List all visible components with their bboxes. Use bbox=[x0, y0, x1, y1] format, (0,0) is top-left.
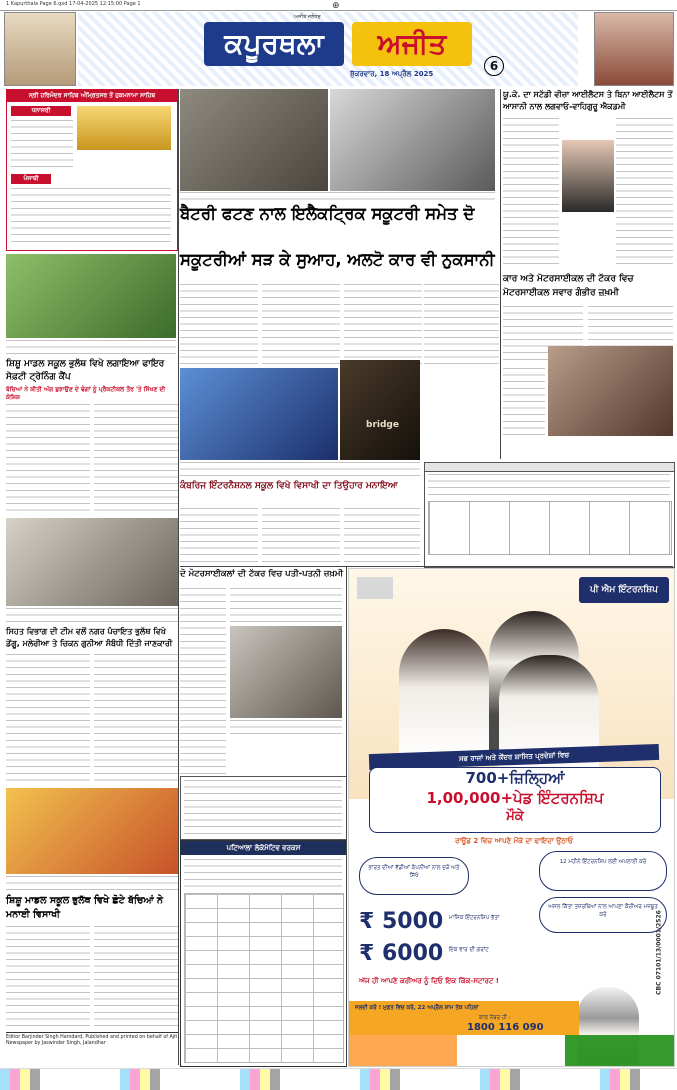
small-notice-box bbox=[180, 776, 347, 840]
baisakhi-col-2 bbox=[262, 508, 340, 564]
school-story-1-col-1 bbox=[6, 404, 90, 516]
notice-table bbox=[428, 501, 672, 555]
children-baisakhi-photo bbox=[6, 788, 178, 874]
color-registration-strip bbox=[0, 1068, 677, 1090]
ad-tricolor-footer bbox=[349, 1035, 674, 1066]
ad-deadline: ਜਲਦੀ ਕਰੋ ! ਮੁਫ਼ਤ ਵਿਚ ਕਰੋ, 22 ਅਪ੍ਰੈਲ ਸ਼ਾਮ ਤੱਕ ਪਹਿਲਾਂ bbox=[355, 1005, 479, 1011]
right-story-2-col-2 bbox=[588, 306, 673, 346]
hukamnama-box bbox=[6, 89, 178, 251]
column-rule bbox=[178, 89, 179, 1065]
children-baisakhi-caption bbox=[6, 876, 178, 890]
damaged-car-photo bbox=[330, 89, 495, 191]
hukamnama-title: ਸ੍ਰੀ ਹਰਿਮੰਦਰ ਸਾਹਿਬ ਅੰਮ੍ਰਿਤਸਰ ਤੋਂ ਹੁਕਮਨਾਮਾ ਸਾਹਿਬ bbox=[7, 90, 177, 102]
ad-line-3: 1,00,000+ਪੇਡ ਇੰਟਰਨਸ਼ਿਪ bbox=[426, 789, 604, 807]
ad-highlight-box bbox=[369, 767, 661, 833]
right-story-1-col-1 bbox=[503, 118, 559, 268]
golden-temple-image bbox=[77, 106, 171, 150]
baisakhi-caption bbox=[180, 462, 420, 478]
burnt-scooter-photo bbox=[180, 89, 328, 191]
page-number: 6 bbox=[484, 56, 504, 76]
tender-notice-box bbox=[180, 840, 347, 1067]
school-story-1-col-2 bbox=[94, 404, 178, 516]
baisakhi-col-3 bbox=[344, 508, 420, 564]
temple-logo-image bbox=[4, 12, 76, 86]
stage-performance-photo bbox=[340, 360, 420, 460]
ad-code-wrapper bbox=[649, 869, 667, 1049]
issue-date: ਸ਼ੁੱਕਰਵਾਰ, 18 ਅਪ੍ਰੈਲ 2025 bbox=[350, 70, 434, 78]
health-story-headline: ਸਿਹਤ ਵਿਭਾਗ ਦੀ ਟੀਮ ਵਲੋਂ ਨਗਰ ਪੰਚਾਇਤ ਭੁਲੱਥ ਵਿਖੇ ਡੇਂਗੂ, ਮਲੇਰੀਆ ਤੇ ਚਿਕਨ ਗੁਨੀਆ ਸੰਬੰਧੀ ਦਿੱਤੀ ਜਾਣਕਾਰੀ bbox=[6, 627, 173, 648]
school-story-1-subhead: ਬੱਚਿਆਂ ਨੇ ਕੀਤੀ ਅੱਗ ਬੁਝਾਉਣ ਦੇ ਢੰਗਾਂ ਨੂੰ ਪ੍ਰੈਕਟੀਕਲ ਤੌਰ 'ਤੇ ਸਿੱਖਣ ਦੀ ਕੋਸ਼ਿਸ਼ bbox=[6, 386, 166, 401]
ad-line-2: 700+ਜ਼ਿਲ੍ਹਿਆਂ bbox=[465, 769, 565, 787]
female-student-image bbox=[399, 629, 489, 759]
edition-label: ਅਜੀਤ ਜਲੰਧਰ bbox=[294, 14, 321, 20]
hukamnama-tag-2: ਪੰਜਾਬੀ bbox=[11, 174, 51, 184]
injured-couple-caption bbox=[230, 720, 342, 734]
ad-amount-1-label: ਮਾਸਿਕ ਇੰਟਰਨਸ਼ਿਪ ਭੱਤਾ bbox=[449, 915, 500, 921]
ad-brand: ਪੀ ਐਮ ਇੰਟਰਨਸ਼ਿਪ bbox=[579, 577, 669, 603]
fire-safety-camp-photo bbox=[6, 254, 176, 338]
ad-bubble-2: 12 ਮਹੀਨੇ ਇੰਟਰਨਸ਼ਿਪ ਲਈ ਅਪਲਾਈ ਕਰੋ bbox=[539, 851, 667, 891]
fire-safety-caption bbox=[6, 340, 176, 354]
baisakhi-col-1 bbox=[180, 508, 258, 564]
lead-body-col-4 bbox=[424, 284, 499, 364]
hukamnama-text-1 bbox=[11, 120, 73, 170]
column-rule bbox=[500, 89, 501, 459]
right-story-1-col-2 bbox=[616, 118, 673, 268]
ad-amount-1: ₹ 5000 bbox=[359, 909, 444, 934]
helpline-label: ਕਾਲ ਨੰਬਰ ਹੀ : bbox=[479, 1015, 511, 1021]
paper-title: ਅਜੀਤ bbox=[352, 22, 472, 66]
city-title: ਕਪੂਰਥਲਾ bbox=[204, 22, 344, 66]
ad-deadline-bar bbox=[349, 1001, 579, 1035]
print-slug-strip bbox=[0, 0, 677, 11]
pm-internship-ad bbox=[348, 568, 675, 1067]
column-rule bbox=[346, 566, 347, 1066]
lead-photo-caption bbox=[180, 192, 495, 200]
right-story-2-col-3 bbox=[503, 368, 545, 436]
print-slug: 1 Kapurthala Page 6.qxd 17-04-2025 12:15:00 Page 1 bbox=[6, 1, 141, 7]
ad-amount-2: ₹ 6000 bbox=[359, 941, 444, 966]
lead-body-col-3 bbox=[344, 284, 422, 364]
ad-cta: ਅੱਜ ਹੀ ਆਪਣੇ ਕਰੀਅਰ ਨੂੰ ਦਿਓ ਇਕ ਕਿੱਕ-ਸਟਾਰਟ ! bbox=[359, 977, 499, 985]
hukamnama-tag-1: ਧਨਾਸਰੀ bbox=[11, 106, 71, 116]
masthead bbox=[4, 12, 673, 86]
helpline-number: 1800 116 090 bbox=[467, 1022, 544, 1033]
school-story-2-headline: ਸ਼ਿਸ਼ੂ ਮਾਡਲ ਸਕੂਲ ਭੁਲੱਥ ਵਿਖੇ ਛੋਟੇ ਬੱਚਿਆਂ ਨੇ ਮਨਾਈ ਵਿਸਾਖੀ bbox=[6, 895, 163, 920]
stage-banner-text: bridge bbox=[366, 420, 399, 430]
school-story-1-headline: ਸ਼ਿਸ਼ੂ ਮਾਡਲ ਸਕੂਲ ਭੁਲੱਥ ਵਿਖੇ ਲਗਾਇਆ ਫਾਇਰ ਸੇਫ਼ਟੀ ਟ੍ਰੇਨਿੰਗ ਕੈਂਪ bbox=[6, 359, 165, 382]
clocktower-image bbox=[594, 12, 674, 86]
health-team-caption bbox=[6, 608, 178, 622]
public-notice-box bbox=[424, 462, 675, 568]
ad-line-1: ਸਭ ਰਾਜਾਂ ਅਤੇ ਕੇਂਦਰ ਸ਼ਾਸਿਤ ਪ੍ਰਦੇਸ਼ਾਂ ਵਿਚ bbox=[369, 744, 659, 770]
health-story-col-1 bbox=[6, 654, 90, 784]
right-story-2-headline: ਕਾਰ ਅਤੇ ਮੋਟਰਸਾਈਕਲ ਦੀ ਟੱਕਰ ਵਿਚ ਮੋਟਰਸਾਈਕਲ ਸਵਾਰ ਗੰਭੀਰ ਜ਼ਖ਼ਮੀ bbox=[503, 274, 634, 298]
ad-code: CBC 07101/13/0001/2526 bbox=[655, 910, 663, 995]
row-rule bbox=[180, 566, 673, 567]
tender-title: ਪਟਿਆਲਾ ਲੋਕੋਮੋਟਿਵ ਵਰਕਸ bbox=[181, 841, 346, 855]
injured-couple-photo bbox=[230, 626, 342, 718]
lead-body-col-2 bbox=[262, 284, 340, 364]
imprint-line: Editor Barjinder Singh Hamdard, Published and printed on behalf of Ajit Newspaper by Jaswinder Singh, Jalandhar bbox=[6, 1032, 178, 1065]
health-story-col-2 bbox=[94, 654, 178, 784]
lead-body-col-1 bbox=[180, 284, 258, 364]
baisakhi-dance-photo bbox=[180, 368, 338, 460]
tender-table bbox=[184, 893, 344, 1063]
accident-col-1 bbox=[180, 588, 226, 778]
ad-amount-2-label: ਇਕ ਵਾਰ ਦੀ ਗਰਾਂਟ bbox=[449, 947, 489, 953]
accident-headline: ਦੋ ਮੋਟਰਸਾਈਕਲਾਂ ਦੀ ਟੱਕਰ ਵਿਚ ਪਤੀ-ਪਤਨੀ ਜ਼ਖ਼ਮੀ bbox=[180, 569, 344, 579]
injured-rider-photo bbox=[548, 346, 673, 436]
right-story-1-headline: ਯੂ.ਕੇ. ਦਾ ਸਟੱਡੀ ਵੀਜ਼ਾ ਆਈਲੈਟਸ ਤੇ ਬਿਨਾ ਆਈਲੈਟਸ ਤੋਂ ਆਸਾਨੀ ਨਾਲ ਲਗਵਾਓ-ਵਾਹਿਗੁਰੂ ਐਕਡਮੀ bbox=[503, 90, 673, 111]
accident-col-2 bbox=[230, 588, 342, 624]
health-team-meeting-photo bbox=[6, 518, 178, 606]
ad-line-4: ਮੌਕੇ bbox=[506, 809, 524, 824]
school-story-2-col-1 bbox=[6, 926, 90, 1028]
ad-bubble-1: ਭਾਰਤ ਦੀਆਂ ਵੱਡੀਆਂ ਕੰਪਨੀਆਂ ਨਾਲ ਜੁੜੋ ਅਤੇ ਸਿੱਖੋ bbox=[359, 857, 469, 895]
baisakhi-headline: ਕੰਬਰਿਜ ਇੰਟਰਨੈਸ਼ਨਲ ਸਕੂਲ ਵਿਖੇ ਵਿਸਾਖੀ ਦਾ ਤਿਉਹਾਰ ਮਨਾਇਆ bbox=[180, 481, 398, 491]
ad-bubble-3: ਅਸਲ ਕਿੱਤਾ ਤਜ਼ਰਬਿਆਂ ਨਾਲ ਆਪਣਾ ਕੈਰੀਅਰ ਮਜ਼ਬੂਤ ਕਰੋ bbox=[539, 897, 667, 933]
crosshair-icon: ⊕ bbox=[332, 1, 340, 11]
lead-headline-line-1: ਬੈਟਰੀ ਫਟਣ ਨਾਲ ਇਲੈਕਟ੍ਰਿਕ ਸਕੂਟਰੀ ਸਮੇਤ ਦੋ bbox=[180, 204, 475, 223]
hukamnama-text-2 bbox=[11, 188, 171, 246]
school-story-2-col-2 bbox=[94, 926, 178, 1028]
govt-emblem-icon bbox=[357, 577, 393, 599]
student-portrait-photo bbox=[562, 140, 614, 212]
ad-round-text: ਰਾਊਂਡ 2 ਵਿਚ ਆਪਣੇ ਮੌਕੇ ਦਾ ਫਾਇਦਾ ਉਠਾਓ bbox=[455, 837, 573, 845]
lead-headline-line-2: ਸਕੂਟਰੀਆਂ ਸੜ ਕੇ ਸੁਆਹ, ਅਲਟੋ ਕਾਰ ਵੀ ਨੁਕਸਾਨੀ bbox=[180, 250, 495, 269]
